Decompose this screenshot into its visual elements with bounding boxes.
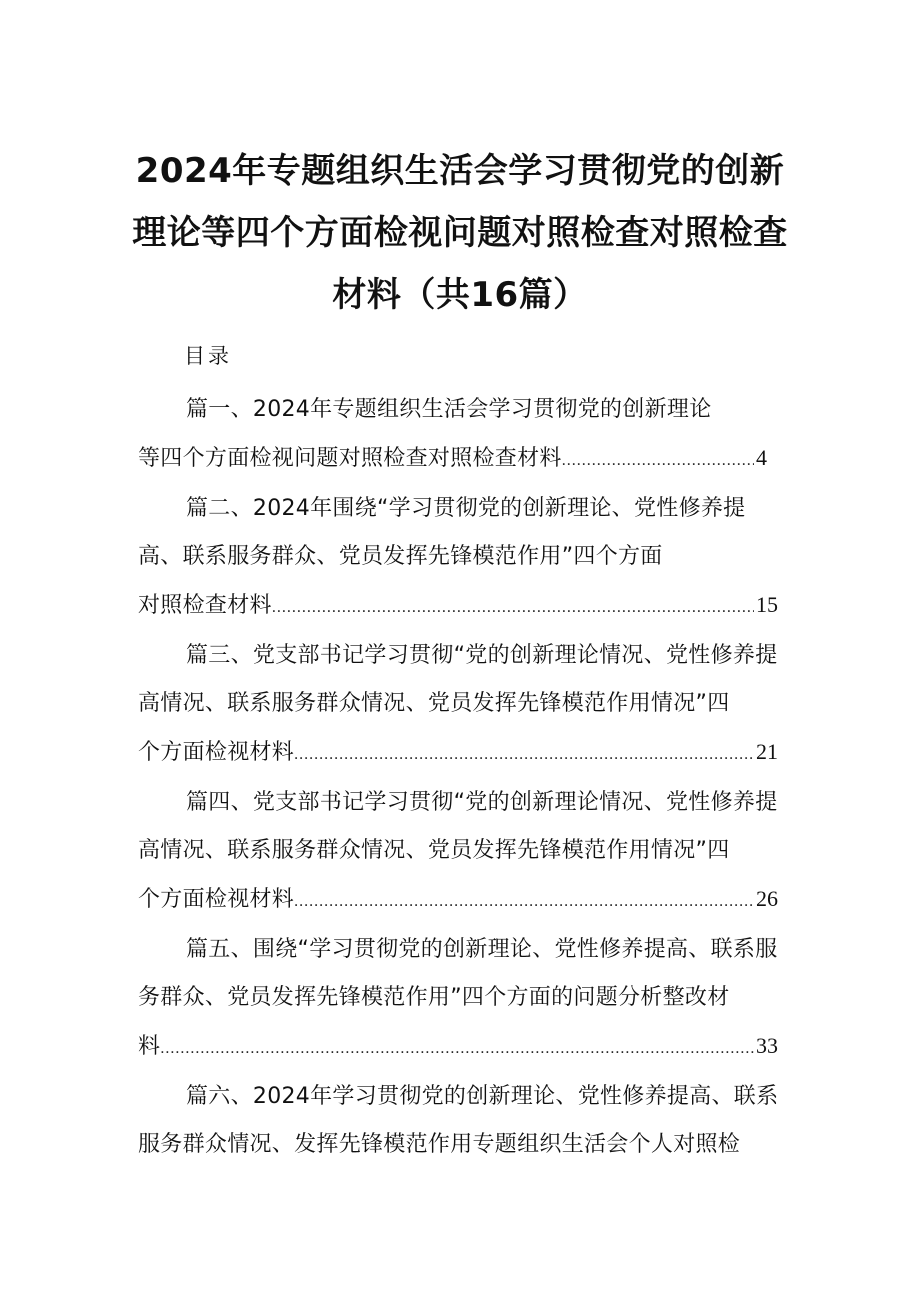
toc-entry-text-end: 对照检查材料 xyxy=(138,593,272,618)
toc-entry-text-end: 个方面检视材料 xyxy=(138,740,295,765)
toc-entry-text-end: 料 xyxy=(138,1034,161,1059)
toc-entry-text-end: 个方面检视材料 xyxy=(138,887,295,912)
toc-heading: 目录 xyxy=(184,344,232,368)
toc-entry-4[interactable] xyxy=(138,779,786,926)
dot-leader xyxy=(294,731,754,779)
toc-entry-last-line xyxy=(138,728,786,779)
dot-leader xyxy=(562,437,754,485)
dot-leader xyxy=(160,1025,754,1073)
table-of-contents xyxy=(138,386,786,1169)
toc-page-number: 26 xyxy=(756,886,778,911)
toc-page-number: 21 xyxy=(756,739,778,764)
toc-entry-2[interactable] xyxy=(138,485,786,632)
toc-entry-last-line xyxy=(138,875,786,926)
toc-entry-text: 篇二、2024年围绕“学习贯彻党的创新理论、党性修养提高、联系服务群众、党员发挥先锋模范作用”四个方面 xyxy=(138,496,746,569)
toc-entry-text: 篇一、2024年专题组织生活会学习贯彻党的创新理论 xyxy=(186,397,712,422)
toc-entry-text: 篇四、党支部书记学习贯彻“党的创新理论情况、党性修养提高情况、联系服务群众情况、党员发挥先锋模范作用情况”四 xyxy=(138,790,778,863)
toc-entry-1[interactable] xyxy=(138,386,786,485)
toc-page-number: 33 xyxy=(756,1033,778,1058)
document-title: 2024年专题组织生活会学习贯彻党的创新理论等四个方面检视问题对照检查对照检查材料（共16篇） xyxy=(132,151,788,315)
toc-entry-text: 篇六、2024年学习贯彻党的创新理论、党性修养提高、联系服务群众情况、发挥先锋模范作用专题组织生活会个人对照检 xyxy=(138,1084,779,1157)
toc-entry-last-line xyxy=(138,434,786,485)
dot-leader xyxy=(272,584,754,632)
toc-page-number: 15 xyxy=(756,592,778,617)
toc-entry-last-line xyxy=(138,1022,786,1073)
dot-leader xyxy=(294,878,754,926)
toc-entry-last-line xyxy=(138,581,786,632)
toc-entry-text-end: 等四个方面检视问题对照检查对照检查材料 xyxy=(138,446,562,471)
toc-entry-text: 篇三、党支部书记学习贯彻“党的创新理论情况、党性修养提高情况、联系服务群众情况、党员发挥先锋模范作用情况”四 xyxy=(138,643,778,716)
toc-page-number: 4 xyxy=(756,445,767,470)
toc-entry-text: 篇五、围绕“学习贯彻党的创新理论、党性修养提高、联系服务群众、党员发挥先锋模范作用”四个方面的问题分析整改材 xyxy=(138,937,778,1010)
toc-entry-3[interactable] xyxy=(138,632,786,779)
toc-entry-6[interactable] xyxy=(138,1073,786,1169)
toc-entry-5[interactable] xyxy=(138,926,786,1073)
